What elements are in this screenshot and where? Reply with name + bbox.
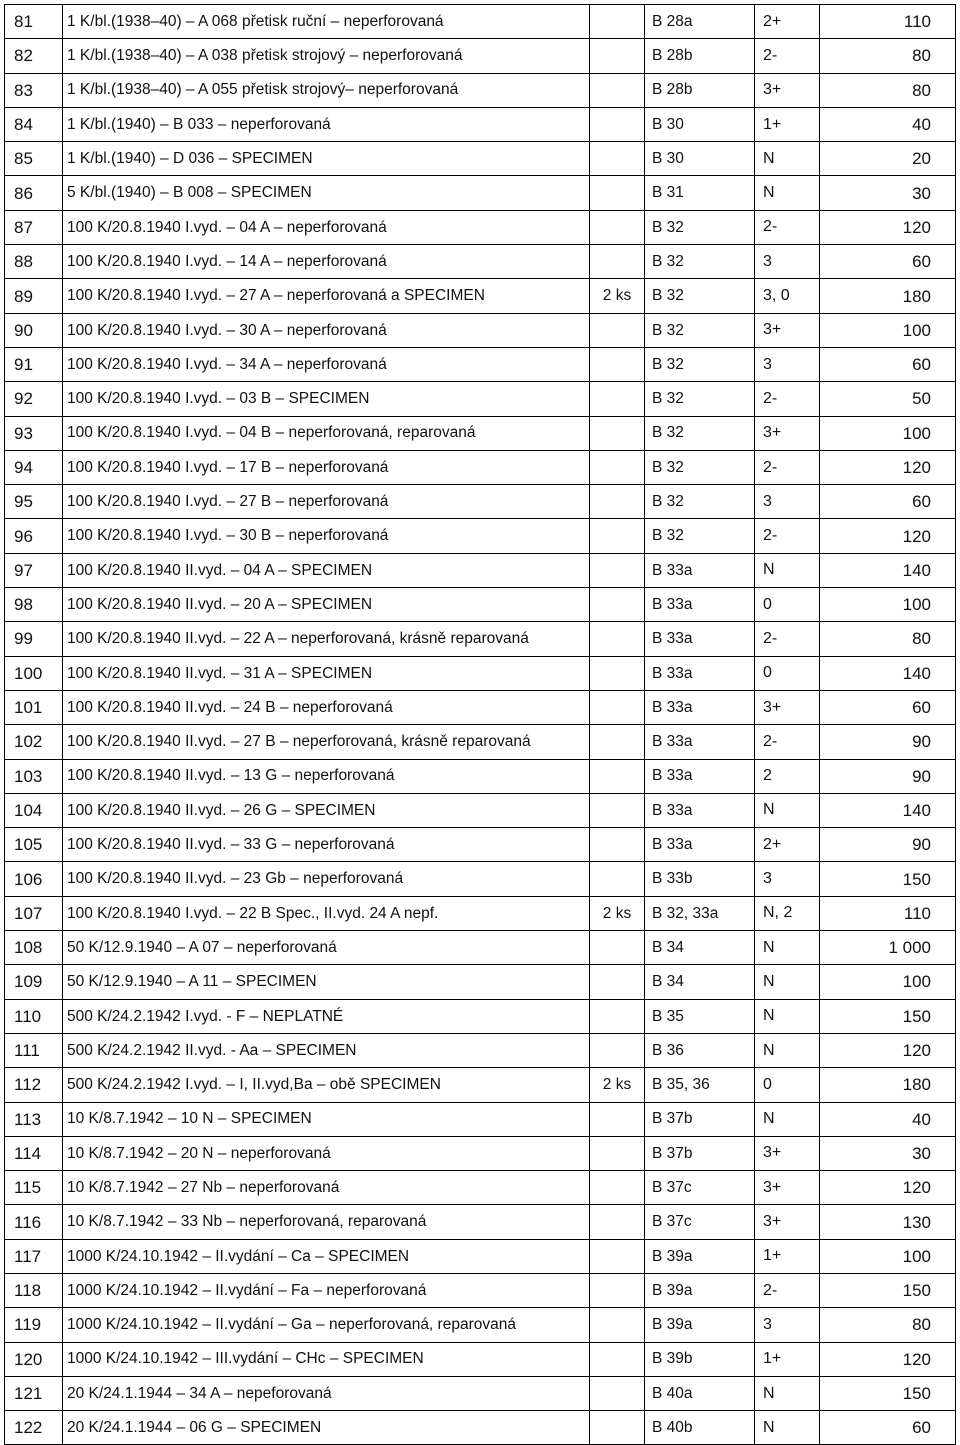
catalog-reference: B 32 [645,485,755,519]
item-quantity [590,485,645,519]
lot-number: 122 [5,1411,63,1445]
item-quantity [590,519,645,553]
item-quantity [590,1273,645,1307]
item-description: 100 K/20.8.1940 II.vyd. – 27 B – neperforovaná, krásně reparovaná [63,725,590,759]
table-row [5,347,956,381]
condition-grade: 3+ [755,690,820,724]
item-description: 20 K/24.1.1944 – 06 G – SPECIMEN [63,1411,590,1445]
lot-number: 88 [5,245,63,279]
item-quantity [590,690,645,724]
item-quantity [590,931,645,965]
condition-grade: 2- [755,210,820,244]
condition-grade: 2+ [755,5,820,39]
item-quantity [590,553,645,587]
lot-number: 92 [5,382,63,416]
catalog-reference: B 32 [645,245,755,279]
condition-grade: 2- [755,725,820,759]
catalog-reference: B 33a [645,553,755,587]
table-row [5,5,956,39]
item-description: 100 K/20.8.1940 I.vyd. – 27 A – neperforovaná a SPECIMEN [63,279,590,313]
item-quantity [590,725,645,759]
condition-grade: N [755,931,820,965]
item-description: 100 K/20.8.1940 II.vyd. – 24 B – neperforovaná [63,690,590,724]
starting-price: 80 [820,1308,956,1342]
condition-grade: 2- [755,382,820,416]
item-quantity [590,1308,645,1342]
table-row [5,862,956,896]
condition-grade: N [755,1376,820,1410]
condition-grade: 2+ [755,828,820,862]
table-row [5,622,956,656]
condition-grade: N [755,1033,820,1067]
condition-grade: 3, 0 [755,279,820,313]
catalog-reference: B 39a [645,1273,755,1307]
starting-price: 90 [820,759,956,793]
condition-grade: 3 [755,862,820,896]
starting-price: 110 [820,5,956,39]
starting-price: 150 [820,1273,956,1307]
item-description: 500 K/24.2.1942 II.vyd. - Aa – SPECIMEN [63,1033,590,1067]
item-quantity [590,965,645,999]
table-row [5,39,956,73]
condition-grade: 3+ [755,313,820,347]
catalog-reference: B 30 [645,142,755,176]
lot-number: 103 [5,759,63,793]
table-row [5,1239,956,1273]
starting-price: 60 [820,245,956,279]
condition-grade: N [755,793,820,827]
starting-price: 60 [820,347,956,381]
lot-number: 87 [5,210,63,244]
table-row [5,382,956,416]
condition-grade: 2- [755,622,820,656]
starting-price: 30 [820,176,956,210]
item-quantity [590,5,645,39]
lot-number: 120 [5,1342,63,1376]
starting-price: 90 [820,828,956,862]
table-row [5,828,956,862]
catalog-body [5,5,956,1445]
table-row [5,690,956,724]
lot-number: 98 [5,588,63,622]
starting-price: 120 [820,450,956,484]
starting-price: 100 [820,1239,956,1273]
item-quantity [590,313,645,347]
item-description: 100 K/20.8.1940 I.vyd. – 04 B – neperforovaná, reparovaná [63,416,590,450]
condition-grade: 3 [755,485,820,519]
item-quantity [590,588,645,622]
table-row [5,176,956,210]
item-quantity [590,622,645,656]
item-quantity: 2 ks [590,279,645,313]
condition-grade: 2- [755,39,820,73]
item-description: 100 K/20.8.1940 I.vyd. – 17 B – neperforovaná [63,450,590,484]
starting-price: 80 [820,73,956,107]
table-row [5,793,956,827]
table-row [5,1411,956,1445]
starting-price: 130 [820,1205,956,1239]
lot-number: 112 [5,1068,63,1102]
starting-price: 90 [820,725,956,759]
catalog-reference: B 36 [645,1033,755,1067]
condition-grade: N, 2 [755,896,820,930]
item-quantity [590,347,645,381]
lot-number: 105 [5,828,63,862]
item-description: 100 K/20.8.1940 I.vyd. – 22 B Spec., II.vyd. 24 A nepf. [63,896,590,930]
catalog-reference: B 33b [645,862,755,896]
condition-grade: N [755,553,820,587]
table-row [5,1273,956,1307]
starting-price: 80 [820,39,956,73]
lot-number: 96 [5,519,63,553]
catalog-reference: B 30 [645,107,755,141]
catalog-reference: B 37c [645,1171,755,1205]
lot-number: 117 [5,1239,63,1273]
table-row [5,279,956,313]
starting-price: 140 [820,793,956,827]
item-quantity [590,1033,645,1067]
table-row [5,1308,956,1342]
lot-number: 121 [5,1376,63,1410]
item-quantity: 2 ks [590,896,645,930]
lot-number: 81 [5,5,63,39]
condition-grade: 3 [755,347,820,381]
lot-number: 119 [5,1308,63,1342]
table-row [5,759,956,793]
item-quantity [590,107,645,141]
item-description: 100 K/20.8.1940 II.vyd. – 33 G – neperforovaná [63,828,590,862]
item-description: 1 K/bl.(1938–40) – A 038 přetisk strojový – neperforovaná [63,39,590,73]
item-description: 1000 K/24.10.1942 – III.vydání – CHc – SPECIMEN [63,1342,590,1376]
item-description: 50 K/12.9.1940 – A 11 – SPECIMEN [63,965,590,999]
item-description: 1000 K/24.10.1942 – II.vydání – Ca – SPECIMEN [63,1239,590,1273]
starting-price: 100 [820,588,956,622]
condition-grade: 0 [755,588,820,622]
starting-price: 40 [820,1102,956,1136]
item-description: 10 K/8.7.1942 – 10 N – SPECIMEN [63,1102,590,1136]
item-description: 1000 K/24.10.1942 – II.vydání – Fa – neperforovaná [63,1273,590,1307]
starting-price: 60 [820,1411,956,1445]
table-row [5,1068,956,1102]
item-description: 1 K/bl.(1940) – B 033 – neperforovaná [63,107,590,141]
starting-price: 150 [820,999,956,1033]
starting-price: 120 [820,1342,956,1376]
catalog-reference: B 33a [645,588,755,622]
lot-number: 99 [5,622,63,656]
lot-number: 85 [5,142,63,176]
lot-number: 114 [5,1136,63,1170]
lot-number: 109 [5,965,63,999]
item-quantity [590,245,645,279]
table-row [5,588,956,622]
catalog-reference: B 32 [645,382,755,416]
lot-number: 113 [5,1102,63,1136]
item-description: 100 K/20.8.1940 I.vyd. – 04 A – neperforovaná [63,210,590,244]
table-row [5,1376,956,1410]
item-description: 5 K/bl.(1940) – B 008 – SPECIMEN [63,176,590,210]
catalog-reference: B 32 [645,313,755,347]
catalog-reference: B 34 [645,931,755,965]
table-row [5,1136,956,1170]
table-row [5,1342,956,1376]
lot-number: 101 [5,690,63,724]
lot-number: 95 [5,485,63,519]
lot-number: 97 [5,553,63,587]
item-description: 100 K/20.8.1940 II.vyd. – 31 A – SPECIMEN [63,656,590,690]
item-quantity [590,1376,645,1410]
item-quantity [590,793,645,827]
table-row [5,1205,956,1239]
condition-grade: 1+ [755,1239,820,1273]
condition-grade: 3+ [755,1205,820,1239]
starting-price: 1 000 [820,931,956,965]
lot-number: 93 [5,416,63,450]
starting-price: 180 [820,1068,956,1102]
starting-price: 60 [820,485,956,519]
lot-number: 94 [5,450,63,484]
condition-grade: 2- [755,450,820,484]
catalog-table [4,4,956,1445]
catalog-reference: B 40b [645,1411,755,1445]
condition-grade: 2 [755,759,820,793]
item-description: 1000 K/24.10.1942 – II.vydání – Ga – neperforovaná, reparovaná [63,1308,590,1342]
item-quantity [590,1239,645,1273]
table-row [5,1102,956,1136]
catalog-reference: B 35 [645,999,755,1033]
catalog-reference: B 33a [645,793,755,827]
item-description: 20 K/24.1.1944 – 34 A – nepeforovaná [63,1376,590,1410]
item-description: 100 K/20.8.1940 I.vyd. – 30 B – neperforovaná [63,519,590,553]
item-description: 500 K/24.2.1942 I.vyd. - F – NEPLATNÉ [63,999,590,1033]
table-row [5,1033,956,1067]
item-quantity [590,1171,645,1205]
catalog-reference: B 28a [645,5,755,39]
condition-grade: 3 [755,245,820,279]
lot-number: 90 [5,313,63,347]
item-description: 500 K/24.2.1942 I.vyd. – I, II.vyd,Ba – obě SPECIMEN [63,1068,590,1102]
starting-price: 180 [820,279,956,313]
table-row [5,656,956,690]
starting-price: 120 [820,519,956,553]
item-description: 10 K/8.7.1942 – 20 N – neperforovaná [63,1136,590,1170]
catalog-reference: B 32 [645,519,755,553]
lot-number: 86 [5,176,63,210]
lot-number: 82 [5,39,63,73]
lot-number: 107 [5,896,63,930]
lot-number: 115 [5,1171,63,1205]
item-quantity [590,1205,645,1239]
item-description: 100 K/20.8.1940 I.vyd. – 34 A – neperforovaná [63,347,590,381]
item-quantity [590,759,645,793]
condition-grade: 3+ [755,1171,820,1205]
starting-price: 140 [820,553,956,587]
lot-number: 118 [5,1273,63,1307]
condition-grade: 3+ [755,73,820,107]
catalog-reference: B 34 [645,965,755,999]
table-row [5,313,956,347]
item-description: 100 K/20.8.1940 II.vyd. – 22 A – neperforovaná, krásně reparovaná [63,622,590,656]
starting-price: 120 [820,210,956,244]
item-description: 100 K/20.8.1940 II.vyd. – 23 Gb – neperforovaná [63,862,590,896]
catalog-reference: B 33a [645,622,755,656]
catalog-reference: B 31 [645,176,755,210]
starting-price: 100 [820,416,956,450]
starting-price: 120 [820,1033,956,1067]
starting-price: 80 [820,622,956,656]
starting-price: 50 [820,382,956,416]
condition-grade: 0 [755,656,820,690]
catalog-reference: B 37b [645,1102,755,1136]
lot-number: 89 [5,279,63,313]
condition-grade: 1+ [755,107,820,141]
starting-price: 60 [820,690,956,724]
lot-number: 111 [5,1033,63,1067]
condition-grade: N [755,965,820,999]
catalog-reference: B 40a [645,1376,755,1410]
table-row [5,245,956,279]
table-row [5,416,956,450]
table-row [5,519,956,553]
item-quantity [590,999,645,1033]
catalog-reference: B 32 [645,210,755,244]
condition-grade: N [755,999,820,1033]
catalog-reference: B 28b [645,39,755,73]
lot-number: 91 [5,347,63,381]
item-description: 1 K/bl.(1938–40) – A 055 přetisk strojový– neperforovaná [63,73,590,107]
catalog-reference: B 39a [645,1308,755,1342]
lot-number: 100 [5,656,63,690]
condition-grade: 2- [755,519,820,553]
table-row [5,725,956,759]
catalog-reference: B 33a [645,725,755,759]
item-quantity [590,1136,645,1170]
item-quantity [590,828,645,862]
starting-price: 140 [820,656,956,690]
condition-grade: 3+ [755,416,820,450]
condition-grade: N [755,142,820,176]
item-description: 50 K/12.9.1940 – A 07 – neperforovaná [63,931,590,965]
table-row [5,107,956,141]
catalog-reference: B 39a [645,1239,755,1273]
item-description: 1 K/bl.(1940) – D 036 – SPECIMEN [63,142,590,176]
item-quantity [590,39,645,73]
catalog-reference: B 32 [645,450,755,484]
catalog-reference: B 33a [645,828,755,862]
condition-grade: 3+ [755,1136,820,1170]
item-description: 100 K/20.8.1940 II.vyd. – 20 A – SPECIMEN [63,588,590,622]
item-quantity [590,862,645,896]
item-quantity [590,73,645,107]
starting-price: 100 [820,313,956,347]
catalog-reference: B 39b [645,1342,755,1376]
item-quantity [590,450,645,484]
item-quantity [590,1102,645,1136]
item-description: 100 K/20.8.1940 I.vyd. – 27 B – neperforovaná [63,485,590,519]
lot-number: 83 [5,73,63,107]
lot-number: 108 [5,931,63,965]
table-row [5,999,956,1033]
item-description: 100 K/20.8.1940 I.vyd. – 03 B – SPECIMEN [63,382,590,416]
starting-price: 150 [820,862,956,896]
item-description: 1 K/bl.(1938–40) – A 068 přetisk ruční – neperforovaná [63,5,590,39]
item-description: 100 K/20.8.1940 I.vyd. – 14 A – neperforovaná [63,245,590,279]
condition-grade: 0 [755,1068,820,1102]
table-row [5,1171,956,1205]
starting-price: 30 [820,1136,956,1170]
lot-number: 102 [5,725,63,759]
condition-grade: N [755,1411,820,1445]
catalog-reference: B 33a [645,759,755,793]
item-description: 100 K/20.8.1940 I.vyd. – 30 A – neperforovaná [63,313,590,347]
starting-price: 150 [820,1376,956,1410]
lot-number: 116 [5,1205,63,1239]
item-description: 10 K/8.7.1942 – 33 Nb – neperforovaná, reparovaná [63,1205,590,1239]
lot-number: 104 [5,793,63,827]
item-quantity [590,416,645,450]
lot-number: 106 [5,862,63,896]
table-row [5,485,956,519]
table-row [5,553,956,587]
starting-price: 20 [820,142,956,176]
table-row [5,896,956,930]
starting-price: 120 [820,1171,956,1205]
catalog-reference: B 32 [645,416,755,450]
item-description: 10 K/8.7.1942 – 27 Nb – neperforovaná [63,1171,590,1205]
table-row [5,210,956,244]
table-row [5,73,956,107]
item-quantity [590,176,645,210]
catalog-reference: B 33a [645,690,755,724]
item-quantity [590,656,645,690]
catalog-reference: B 28b [645,73,755,107]
condition-grade: N [755,176,820,210]
catalog-reference: B 32 [645,347,755,381]
item-quantity [590,210,645,244]
lot-number: 84 [5,107,63,141]
item-description: 100 K/20.8.1940 II.vyd. – 26 G – SPECIMEN [63,793,590,827]
table-row [5,965,956,999]
lot-number: 110 [5,999,63,1033]
condition-grade: 1+ [755,1342,820,1376]
catalog-reference: B 32 [645,279,755,313]
starting-price: 100 [820,965,956,999]
catalog-reference: B 32, 33a [645,896,755,930]
catalog-reference: B 35, 36 [645,1068,755,1102]
starting-price: 40 [820,107,956,141]
item-quantity: 2 ks [590,1068,645,1102]
item-quantity [590,1342,645,1376]
condition-grade: 2- [755,1273,820,1307]
condition-grade: 3 [755,1308,820,1342]
table-row [5,450,956,484]
catalog-reference: B 33a [645,656,755,690]
item-quantity [590,1411,645,1445]
condition-grade: N [755,1102,820,1136]
catalog-reference: B 37b [645,1136,755,1170]
item-quantity [590,142,645,176]
catalog-reference: B 37c [645,1205,755,1239]
table-row [5,931,956,965]
table-row [5,142,956,176]
item-quantity [590,382,645,416]
item-description: 100 K/20.8.1940 II.vyd. – 13 G – neperforovaná [63,759,590,793]
starting-price: 110 [820,896,956,930]
item-description: 100 K/20.8.1940 II.vyd. – 04 A – SPECIMEN [63,553,590,587]
